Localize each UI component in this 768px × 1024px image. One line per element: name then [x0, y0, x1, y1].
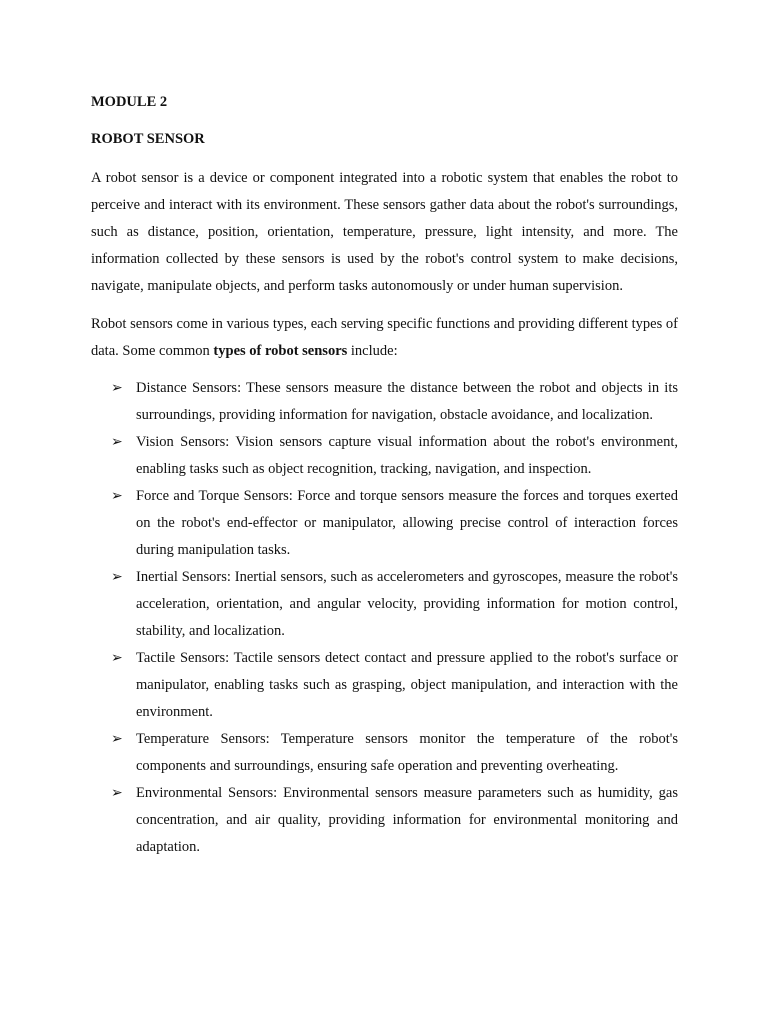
list-item-text: Force and Torque Sensors: Force and torque sensors measure the forces and torques exerted on the robot's end-effector or manipulator, allowing precise control of interaction forces during manipulation tasks. — [136, 488, 678, 558]
types-paragraph-before: Robot sensors come in various types, each serving specific functions and providing different types of data. Some common — [91, 316, 678, 359]
list-item — [91, 645, 678, 726]
list-item-text: Inertial Sensors: Inertial sensors, such as accelerometers and gyroscopes, measure the robot's acceleration, orientation, and angular velocity, providing information for motion control, stability, and localization. — [136, 569, 678, 639]
list-item — [91, 429, 678, 483]
list-item-text: Distance Sensors: These sensors measure the distance between the robot and objects in its surroundings, providing information for navigation, obstacle avoidance, and localization. — [136, 380, 678, 423]
intro-paragraph: A robot sensor is a device or component integrated into a robotic system that enables the robot to perceive and interact with its environment. These sensors gather data about the robot's surroundings, such as distance, position, orientation, temperature, pressure, light intensity, and more. The information collected by these sensors is used by the robot's control system to make decisions, navigate, manipulate objects, and perform tasks autonomously or under human supervision. — [91, 170, 678, 294]
types-paragraph — [91, 311, 678, 365]
list-item — [91, 483, 678, 564]
list-item — [91, 726, 678, 780]
arrow-bullet-icon: ➢ — [111, 570, 123, 585]
list-item-text: Vision Sensors: Vision sensors capture visual information about the robot's environment, enabling tasks such as object recognition, tracking, navigation, and inspection. — [136, 434, 678, 477]
arrow-bullet-icon: ➢ — [111, 786, 123, 801]
section-heading: ROBOT SENSOR — [91, 131, 205, 147]
arrow-bullet-icon: ➢ — [111, 651, 123, 666]
list-item-text: Environmental Sensors: Environmental sensors measure parameters such as humidity, gas concentration, and air quality, providing information for environmental monitoring and adaptation. — [136, 785, 678, 855]
arrow-bullet-icon: ➢ — [111, 435, 123, 450]
list-item-text: Tactile Sensors: Tactile sensors detect contact and pressure applied to the robot's surface or manipulator, enabling tasks such as grasping, object manipulation, and interaction with the environment. — [136, 650, 678, 720]
list-item-text: Temperature Sensors: Temperature sensors monitor the temperature of the robot's components and surroundings, ensuring safe operation and preventing overheating. — [136, 731, 678, 774]
sensor-types-list — [91, 375, 678, 861]
types-paragraph-after: include: — [347, 343, 398, 359]
arrow-bullet-icon: ➢ — [111, 732, 123, 747]
types-paragraph-emphasis: types of robot sensors — [213, 343, 348, 359]
document-page — [91, 92, 678, 861]
module-heading: MODULE 2 — [91, 94, 168, 110]
list-item — [91, 564, 678, 645]
list-item — [91, 780, 678, 861]
arrow-bullet-icon: ➢ — [111, 381, 123, 396]
list-item — [91, 375, 678, 429]
arrow-bullet-icon: ➢ — [111, 489, 123, 504]
